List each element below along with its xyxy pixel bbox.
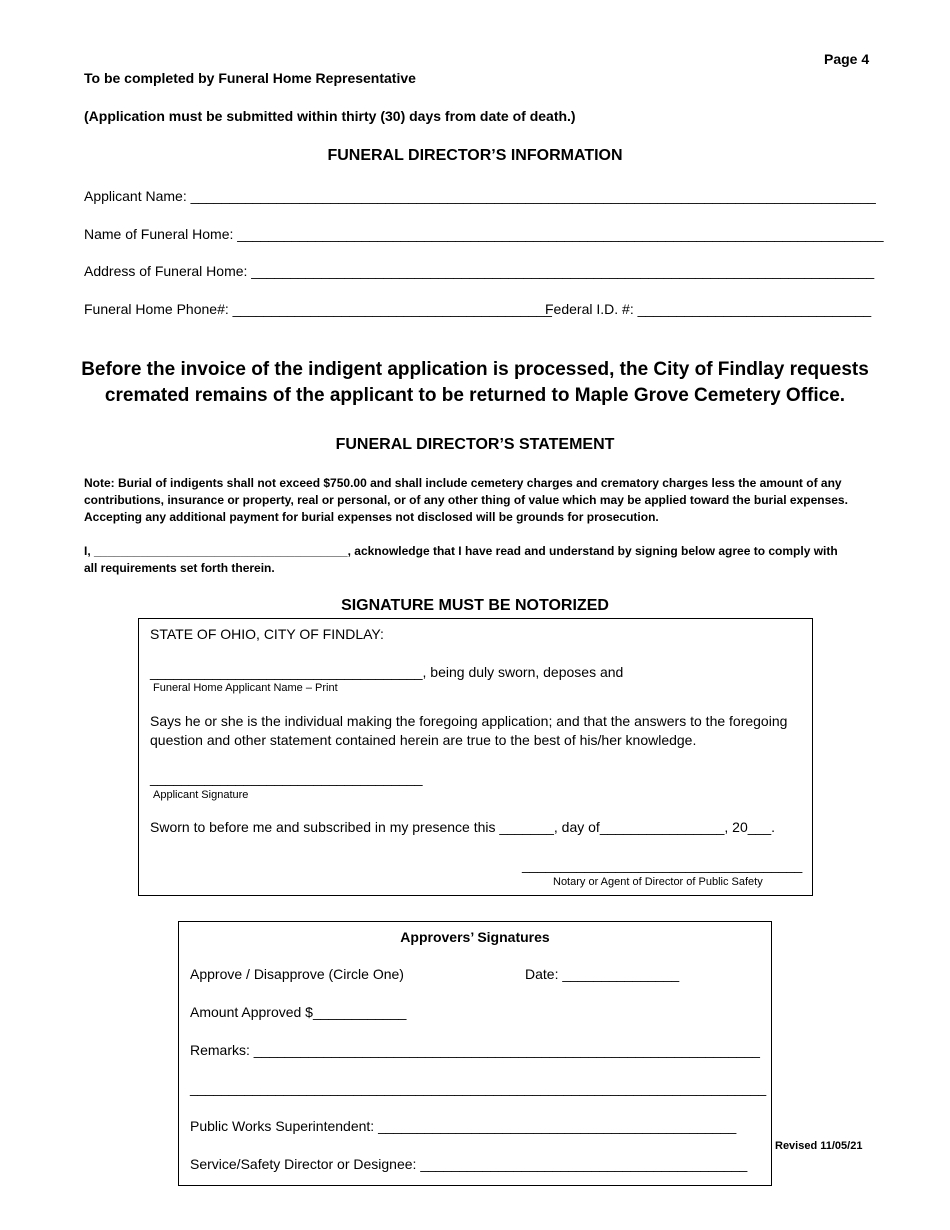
acknowledgement-line-2: all requirements set forth therein. bbox=[84, 561, 275, 575]
cremation-notice-line-2: cremated remains of the applicant to be returned to Maple Grove Cemetery Office. bbox=[104, 385, 846, 406]
notary-caption: Notary or Agent of Director of Public Safety bbox=[553, 876, 763, 888]
amount-approved-field[interactable]: Amount Approved $____________ bbox=[190, 1004, 407, 1020]
federal-id-field[interactable]: Federal I.D. #: ______________________________ bbox=[545, 301, 872, 317]
funeral-home-phone-field[interactable]: Funeral Home Phone#: _________________________________________ bbox=[84, 301, 552, 317]
sworn-name-line[interactable]: ___________________________________, being duly sworn, deposes and bbox=[150, 664, 624, 680]
notary-signature-line[interactable]: ____________________________________ bbox=[522, 857, 803, 873]
burial-note-line-2: contributions, insurance or property, real or personal, or of any other thing of value which may be applied toward the burial expenses. bbox=[84, 493, 848, 507]
director-signature-field[interactable]: Service/Safety Director or Designee: __________________________________________ bbox=[190, 1156, 748, 1172]
funeral-home-name-field[interactable]: Name of Funeral Home: ___________________________________________________________________________________ bbox=[84, 226, 884, 242]
remarks-field[interactable]: Remarks: _________________________________________________________________ bbox=[190, 1042, 760, 1058]
acknowledgement-line-1[interactable]: I, ______________________________________, acknowledge that I have read and understand by signing below agree to comply with bbox=[84, 544, 838, 558]
approve-disapprove-label[interactable]: Approve / Disapprove (Circle One) bbox=[190, 966, 404, 982]
remarks-continuation-line[interactable]: __________________________________________________________________________ bbox=[190, 1080, 767, 1096]
completed-by-note: To be completed by Funeral Home Representative bbox=[84, 70, 416, 86]
notary-box bbox=[138, 618, 813, 896]
page-number: Page 4 bbox=[824, 51, 870, 67]
superintendent-signature-field[interactable]: Public Works Superintendent: ______________________________________________ bbox=[190, 1118, 737, 1134]
applicant-signature-caption: Applicant Signature bbox=[153, 789, 249, 801]
approval-date-field[interactable]: Date: _______________ bbox=[525, 966, 680, 982]
state-city-label: STATE OF OHIO, CITY OF FINDLAY: bbox=[150, 626, 384, 642]
cremation-notice-line-1: Before the invoice of the indigent application is processed, the City of Findlay requests bbox=[81, 359, 869, 380]
approvers-title: Approvers’ Signatures bbox=[400, 929, 550, 945]
revision-date: Revised 11/05/21 bbox=[775, 1140, 863, 1152]
burial-note-line-3: Accepting any additional payment for burial expenses not disclosed will be grounds for prosecution. bbox=[84, 510, 659, 524]
deadline-note: (Application must be submitted within thirty (30) days from date of death.) bbox=[84, 108, 576, 124]
sworn-before-line[interactable]: Sworn to before me and subscribed in my presence this _______, day of________________, 20___. bbox=[150, 819, 775, 835]
declaration-line-1: Says he or she is the individual making the foregoing application; and that the answers to the foregoing bbox=[150, 713, 788, 729]
director-statement-title: FUNERAL DIRECTOR’S STATEMENT bbox=[335, 436, 615, 453]
funeral-home-address-field[interactable]: Address of Funeral Home: ________________________________________________________________________________ bbox=[84, 263, 875, 279]
applicant-name-field[interactable]: Applicant Name: ________________________________________________________________________________________ bbox=[84, 188, 876, 204]
burial-note-line-1: Note: Burial of indigents shall not exceed $750.00 and shall include cemetery charges and crematory charges less the amount of any bbox=[84, 476, 842, 490]
declaration-line-2: question and other statement contained herein are true to the best of his/her knowledge. bbox=[150, 732, 697, 748]
applicant-name-caption: Funeral Home Applicant Name – Print bbox=[153, 682, 338, 694]
applicant-signature-line[interactable]: ___________________________________ bbox=[150, 770, 423, 786]
notary-title: SIGNATURE MUST BE NOTORIZED bbox=[341, 597, 609, 614]
director-info-title: FUNERAL DIRECTOR’S INFORMATION bbox=[327, 147, 623, 164]
